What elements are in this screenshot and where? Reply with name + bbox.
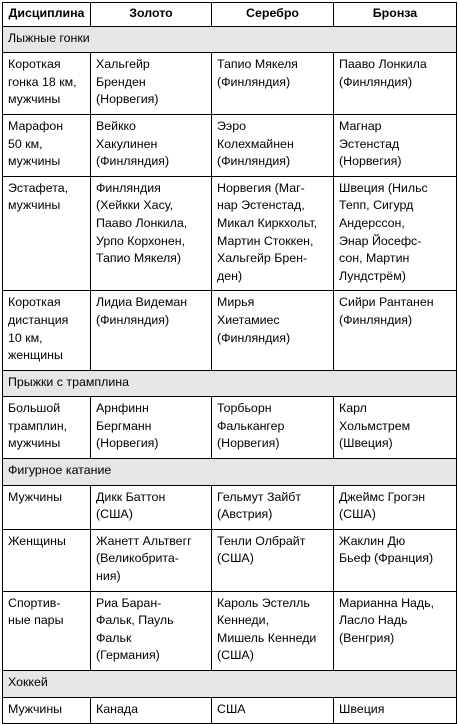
- section-header-row: [3, 459, 457, 486]
- header-row: [3, 3, 457, 27]
- section-header-row: [3, 370, 457, 397]
- table-row: [3, 176, 457, 291]
- section-title: Лыжные гонки: [3, 26, 457, 53]
- header-bronze: Бронза: [334, 3, 457, 27]
- header-gold: Золото: [91, 3, 212, 27]
- bronze-cell: Швеция (Нильс Тепп, Сигурд Андерссон, Энар Йосефс- сон, Мартин Лундстрём): [334, 176, 457, 291]
- header-silver: Серебро: [212, 3, 334, 27]
- silver-cell: Гельмут Зайбт (Австрия): [212, 485, 334, 529]
- medal-table: [2, 2, 457, 724]
- header-discipline: Дисциплина: [3, 3, 91, 27]
- table-row: [3, 485, 457, 529]
- gold-cell: Риа Баран- Фальк, Пауль Фальк (Германия): [91, 591, 212, 670]
- bronze-cell: Магнар Эстенстад (Норвегия): [334, 114, 457, 176]
- silver-cell: Кароль Эстелль Кеннеди, Мишель Кеннеди (США): [212, 591, 334, 670]
- table-row: [3, 697, 457, 724]
- silver-cell: Мирья Хиетамиес (Финляндия): [212, 291, 334, 370]
- gold-cell: Лидиа Видеман (Финляндия): [91, 291, 212, 370]
- bronze-cell: Марианна Надь, Ласло Надь (Венгрия): [334, 591, 457, 670]
- table-row: [3, 114, 457, 176]
- section-header-row: [3, 26, 457, 53]
- gold-cell: Арнфинн Бергманн (Норвегия): [91, 397, 212, 459]
- discipline-cell: Мужчины: [3, 697, 91, 724]
- section-title: Хоккей: [3, 671, 457, 698]
- discipline-cell: Большой трамплин, мужчины: [3, 397, 91, 459]
- bronze-cell: Пааво Лонкила (Финляндия): [334, 53, 457, 115]
- bronze-cell: Жаклин Дю Бьеф (Франция): [334, 529, 457, 591]
- gold-cell: Канада: [91, 697, 212, 724]
- discipline-cell: Спортив- ные пары: [3, 591, 91, 670]
- discipline-cell: Мужчины: [3, 485, 91, 529]
- table-row: [3, 529, 457, 591]
- medal-table-container: [2, 2, 457, 724]
- silver-cell: США: [212, 697, 334, 724]
- bronze-cell: Карл Хольмстрем (Швеция): [334, 397, 457, 459]
- discipline-cell: Короткая дистанция 10 км, женщины: [3, 291, 91, 370]
- silver-cell: Норвегия (Маг- нар Эстенстад, Микал Киркхольт, Мартин Стоккен, Хальгейр Брен- ден): [212, 176, 334, 291]
- silver-cell: Тенли Олбрайт (США): [212, 529, 334, 591]
- discipline-cell: Эстафета, мужчины: [3, 176, 91, 291]
- table-row: [3, 291, 457, 370]
- gold-cell: Хальгейр Бренден (Норвегия): [91, 53, 212, 115]
- discipline-cell: Женщины: [3, 529, 91, 591]
- bronze-cell: Джеймс Грогэн (США): [334, 485, 457, 529]
- silver-cell: Ээро Колехмайнен (Финляндия): [212, 114, 334, 176]
- gold-cell: Финляндия (Хейкки Хасу, Пааво Лонкила, Урпо Корхонен, Тапио Мякеля): [91, 176, 212, 291]
- table-row: [3, 53, 457, 115]
- section-title: Фигурное катание: [3, 459, 457, 486]
- silver-cell: Торбьорн Фалькангер (Норвегия): [212, 397, 334, 459]
- gold-cell: Жанетт Альтвегг (Великобрита- ния): [91, 529, 212, 591]
- gold-cell: Вейкко Хакулинен (Финляндия): [91, 114, 212, 176]
- bronze-cell: Сийри Рантанен (Финляндия): [334, 291, 457, 370]
- table-row: [3, 397, 457, 459]
- section-header-row: [3, 671, 457, 698]
- gold-cell: Дикк Баттон (США): [91, 485, 212, 529]
- discipline-cell: Марафон 50 км, мужчины: [3, 114, 91, 176]
- section-title: Прыжки с трамплина: [3, 370, 457, 397]
- silver-cell: Тапио Мякеля (Финляндия): [212, 53, 334, 115]
- table-body: [3, 26, 457, 724]
- discipline-cell: Короткая гонка 18 км, мужчины: [3, 53, 91, 115]
- bronze-cell: Швеция: [334, 697, 457, 724]
- table-row: [3, 591, 457, 670]
